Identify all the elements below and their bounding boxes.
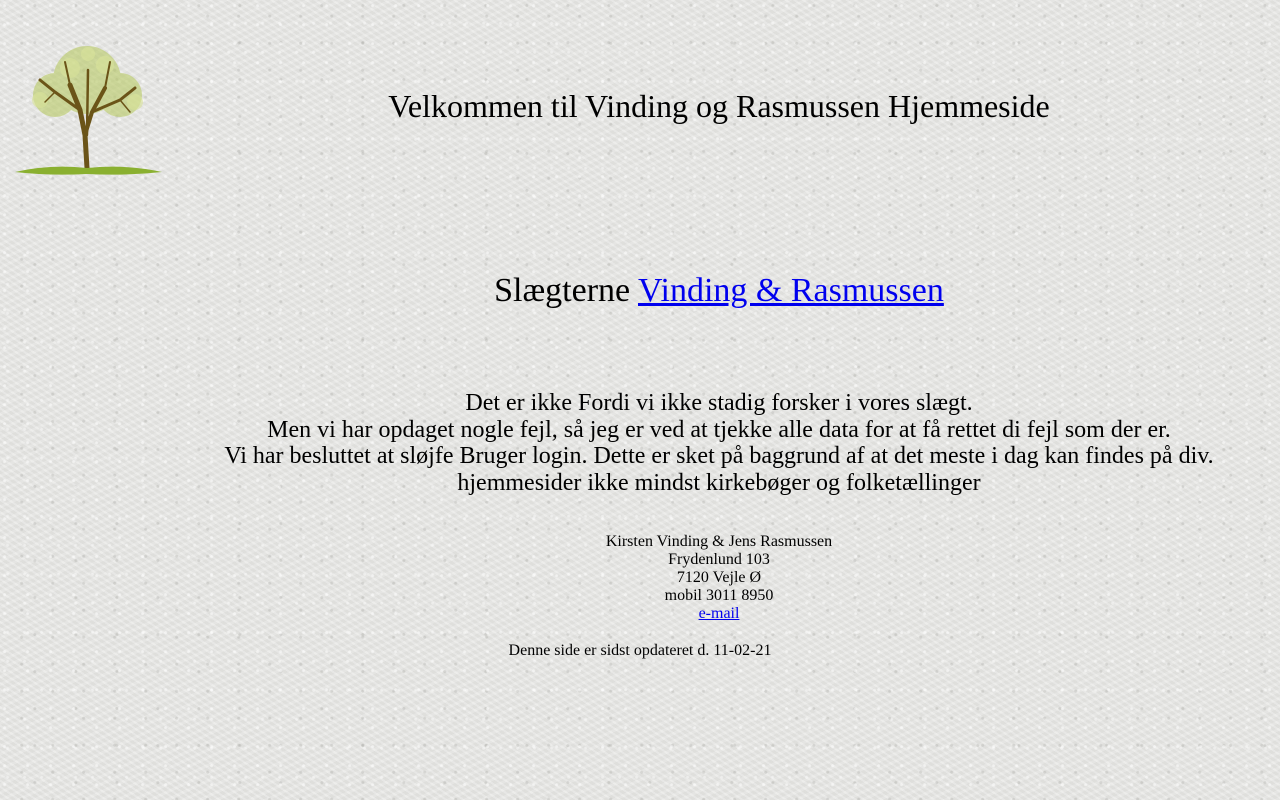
contact-city: 7120 Vejle Ø — [676, 569, 762, 586]
families-heading — [160, 271, 1278, 311]
contact-block — [160, 533, 1278, 623]
last-updated: Denne side er sidst opdateret d. 11-02-21 — [508, 642, 772, 659]
families-link[interactable]: Vinding & Rasmussen — [638, 272, 944, 309]
contact-phone: mobil 3011 8950 — [664, 587, 774, 604]
notice-line: hjemmesider ikke mindst kirkebøger og folketællinger — [457, 470, 981, 497]
contact-street: Frydenlund 103 — [668, 551, 770, 568]
notice-line: Men vi har opdaget nogle fejl, så jeg er ved at tjekke alle data for at få rettet di fejl som der er. — [267, 416, 1171, 443]
page-title: Velkommen til Vinding og Rasmussen Hjemmeside — [388, 88, 1050, 124]
email-link[interactable]: e-mail — [698, 605, 740, 622]
contact-names: Kirsten Vinding & Jens Rasmussen — [605, 533, 833, 550]
notice-line: Det er ikke Fordi vi ikke stadig forsker i vores slægt. — [465, 390, 973, 416]
families-prefix: Slægterne — [494, 272, 638, 309]
notice-line: Vi har besluttet at sløjfe Bruger login. Dette er sket på baggrund af at det meste i dag kan findes på div. — [224, 443, 1214, 470]
tree-icon — [10, 40, 165, 178]
notice-text — [160, 390, 1278, 497]
